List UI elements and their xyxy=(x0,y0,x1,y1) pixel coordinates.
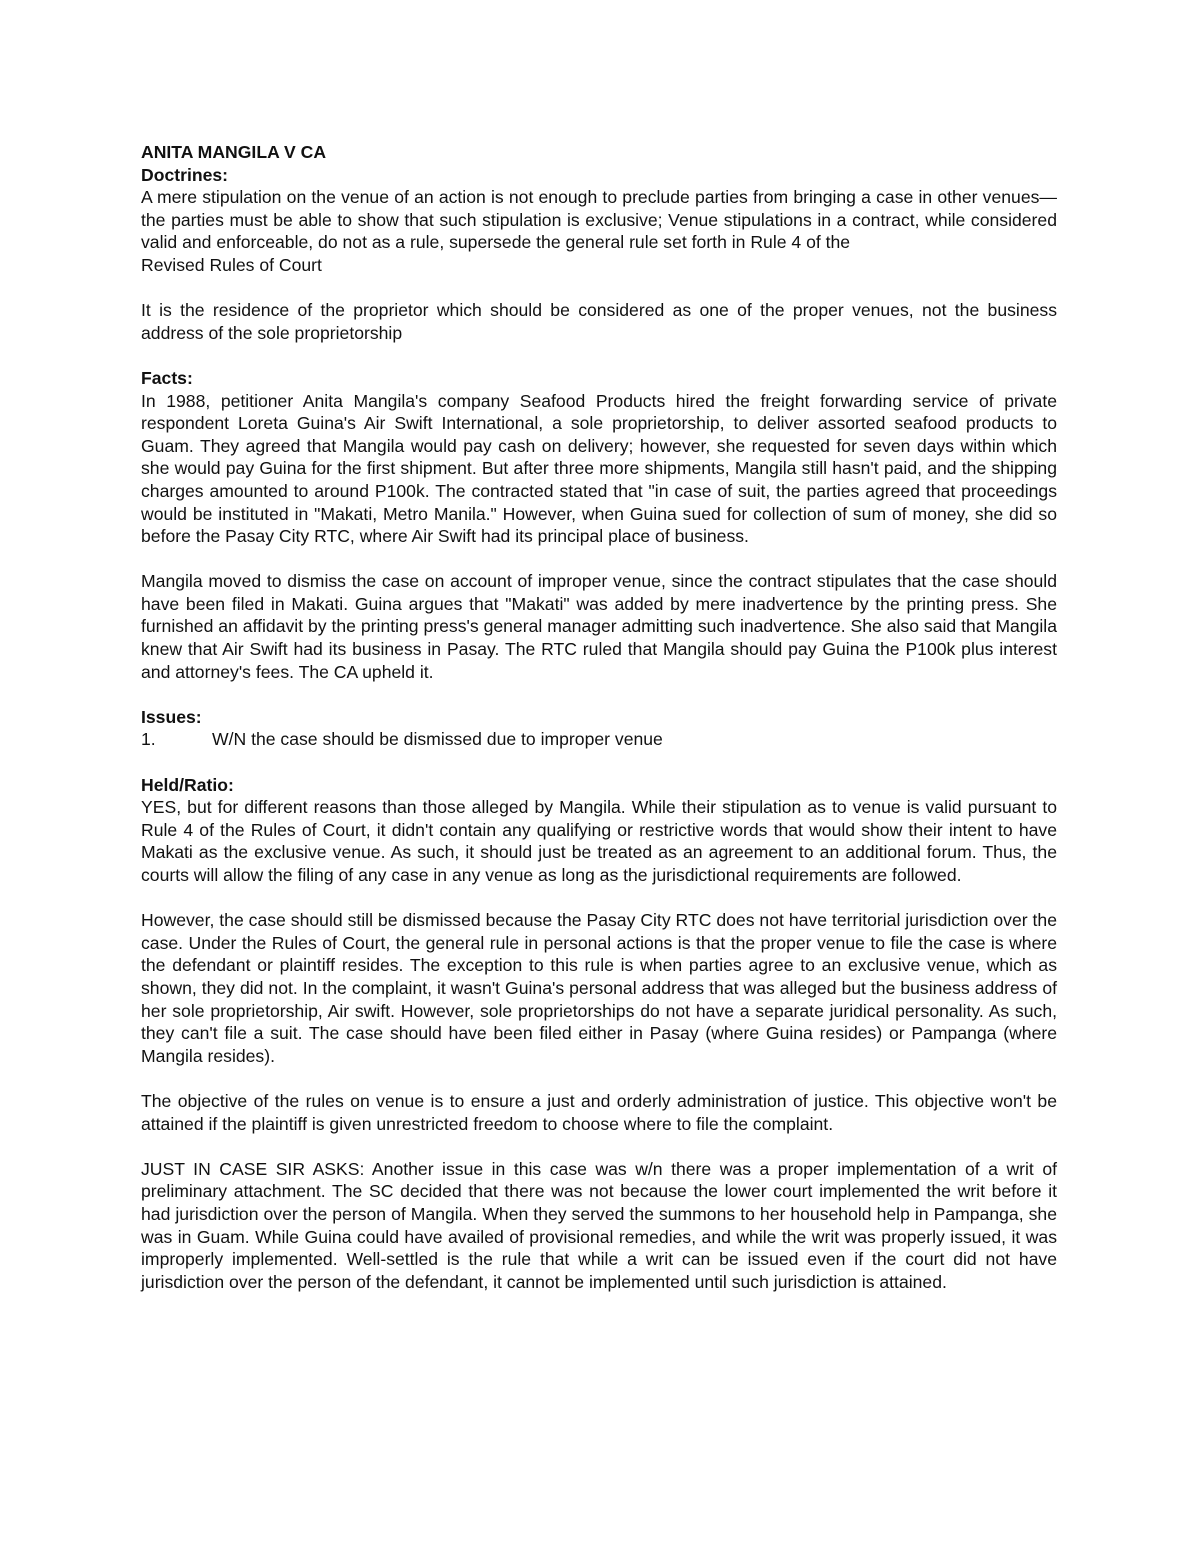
doctrines-paragraph-1-end: Revised Rules of Court xyxy=(141,254,322,275)
document-page xyxy=(141,141,1057,1293)
held-heading: Held/Ratio: xyxy=(141,774,234,795)
issue-number: 1. xyxy=(141,729,156,750)
doctrines-paragraph-1: A mere stipulation on the venue of an action is not enough to preclude parties from bringing a case in other venues—the parties must be able to show that such stipulation is exclusive; Venue stipulations in a contract, while considered valid and enforceable, do not as a rule, supersede the general rule set forth in Rule 4 of the xyxy=(141,187,1057,253)
facts-heading: Facts: xyxy=(141,367,193,388)
case-title: ANITA MANGILA V CA xyxy=(141,142,327,162)
spacer xyxy=(141,751,1057,774)
facts-paragraph-1: In 1988, petitioner Anita Mangila's company Seafood Products hired the freight forwarding service of private respondent Loreta Guina's Air Swift International, a sole proprietorship, to deliver assorted seafood products to Guam. They agreed that Mangila would pay cash on delivery; however, she requested for seven days within which she would pay Guina for the first shipment. But after three more shipments, Mangila still hasn't paid, and the shipping charges amounted to around P100k. The contracted stated that "in case of suit, the parties agreed that proceedings would be instituted in "Makati, Metro Manila." However, when Guina sued for collection of sum of money, she did so before the Pasay City RTC, where Air Swift had its principal place of business. xyxy=(141,390,1057,547)
doctrines-paragraph-2: It is the residence of the proprietor which should be considered as one of the proper venues, not the business address of the sole proprietorship xyxy=(141,300,1057,343)
issue-item xyxy=(141,728,1057,751)
spacer xyxy=(141,683,1057,706)
spacer xyxy=(141,344,1057,367)
facts-paragraph-2: Mangila moved to dismiss the case on account of improper venue, since the contract stipulates that the case should have been filed in Makati. Guina argues that "Makati" was added by mere inadvertence by the printing press. She furnished an affidavit by the printing press's general manager admitting such inadvertence. She also said that Mangila knew that Air Swift had its business in Pasay. The RTC ruled that Mangila should pay Guina the P100k plus interest and attorney's fees. The CA upheld it. xyxy=(141,571,1057,682)
issue-text: W/N the case should be dismissed due to improper venue xyxy=(212,729,663,750)
held-paragraph-2: However, the case should still be dismissed because the Pasay City RTC does not have territorial jurisdiction over the case. Under the Rules of Court, the general rule in personal actions is that the proper venue to file the case is where the defendant or plaintiff resides. The exception to this rule is when parties agree to an exclusive venue, which as shown, they did not. In the complaint, it wasn't Guina's personal address that was alleged but the business address of her sole proprietorship, Air swift. However, sole proprietorships do not have a separate juridical personality. As such, they can't file a suit. The case should have been filed either in Pasay (where Guina resides) or Pampanga (where Mangila resides). xyxy=(141,910,1057,1066)
spacer xyxy=(141,548,1057,571)
spacer xyxy=(141,1067,1057,1090)
doctrines-heading: Doctrines: xyxy=(141,164,229,185)
spacer xyxy=(141,887,1057,910)
held-paragraph-1: YES, but for different reasons than those alleged by Mangila. While their stipulation as to venue is valid pursuant to Rule 4 of the Rules of Court, it didn't contain any qualifying or restrictive words that would show their intent to have Makati as the exclusive venue. As such, it should just be treated as an agreement to an additional forum. Thus, the courts will allow the filing of any case in any venue as long as the jurisdictional requirements are followed. xyxy=(141,797,1057,885)
spacer xyxy=(141,277,1057,300)
issues-heading: Issues: xyxy=(141,706,202,727)
held-paragraph-4: JUST IN CASE SIR ASKS: Another issue in this case was w/n there was a proper implementation of a writ of preliminary attachment. The SC decided that there was not because the lower court implemented the writ before it had jurisdiction over the person of Mangila. When they served the summons to her household help in Pampanga, she was in Guam. While Guina could have availed of provisional remedies, and while the writ was properly issued, it was improperly implemented. Well-settled is the rule that while a writ can be issued even if the court did not have jurisdiction over the person of the defendant, it cannot be implemented until such jurisdiction is attained. xyxy=(141,1158,1057,1292)
spacer xyxy=(141,1135,1057,1158)
held-paragraph-3: The objective of the rules on venue is to ensure a just and orderly administration of justice. This objective won't be attained if the plaintiff is given unrestricted freedom to choose where to file the complaint. xyxy=(141,1090,1057,1134)
